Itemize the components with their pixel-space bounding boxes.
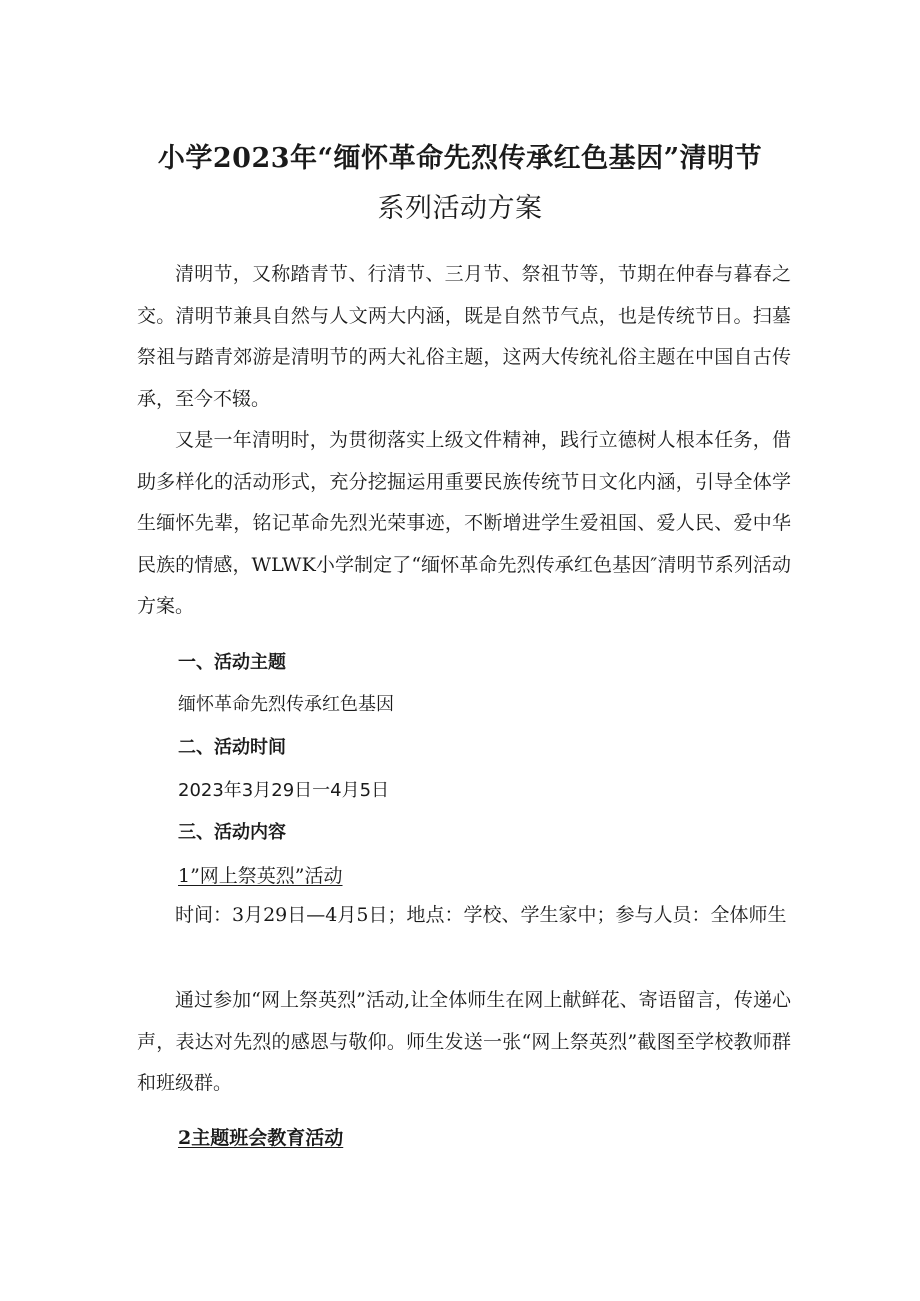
activity2-heading: 2主题班会教育活动 [178, 1127, 344, 1149]
activity1-heading: 1”网上祭英烈”活动 [178, 865, 343, 887]
document-title-line2: 系列活动方案 [377, 193, 543, 224]
intro-paragraph: 清明节，又称踏青节、行清节、三月节、祭祖节等，节期在仲春与暮春之交。清明节兼具自然与人文两大内涵，既是自然节气点，也是传统节日。扫墓祭祖与踏青郊游是清明节的两大礼俗主题，这两大传统礼俗主题在中国自古传承，至今不辍。 [137, 263, 791, 410]
purpose-paragraph: 又是一年清明时，为贯彻落实上级文件精神，践行立德树人根本任务，借助多样化的活动形式，充分挖掘运用重要民族传统节日文化内涵，引导全体学生缅怀先辈，铭记革命先烈光荣事迹，不断增进学生爱祖国、爱人民、爱中华民族的情感，WLWK小学制定了“缅怀革命先烈传承红色基因″清明节系列活动方案。 [137, 429, 791, 617]
section-heading-time: 二、活动时间 [178, 737, 286, 758]
time-value: 2023年3月29日一4月5日 [178, 780, 390, 801]
activity1-details: 时间：3月29日—4月5日；地点：学校、学生家中；参与人员：全体师生 [175, 904, 787, 926]
section-heading-theme: 一、活动主题 [178, 652, 286, 673]
theme-value: 缅怀革命先烈传承红色基因 [178, 694, 394, 715]
activity1-description: 通过参加“网上祭英烈”活动,让全体师生在网上献鲜花、寄语留言，传递心声，表达对先烈的感恩与敬仰。师生发送一张“网上祭英烈”截图至学校教师群和班级群。 [137, 989, 791, 1094]
section-heading-content: 三、活动内容 [178, 822, 286, 843]
document-title-line1: 小学2023年“缅怀革命先烈传承红色基因”清明节 [157, 143, 763, 174]
